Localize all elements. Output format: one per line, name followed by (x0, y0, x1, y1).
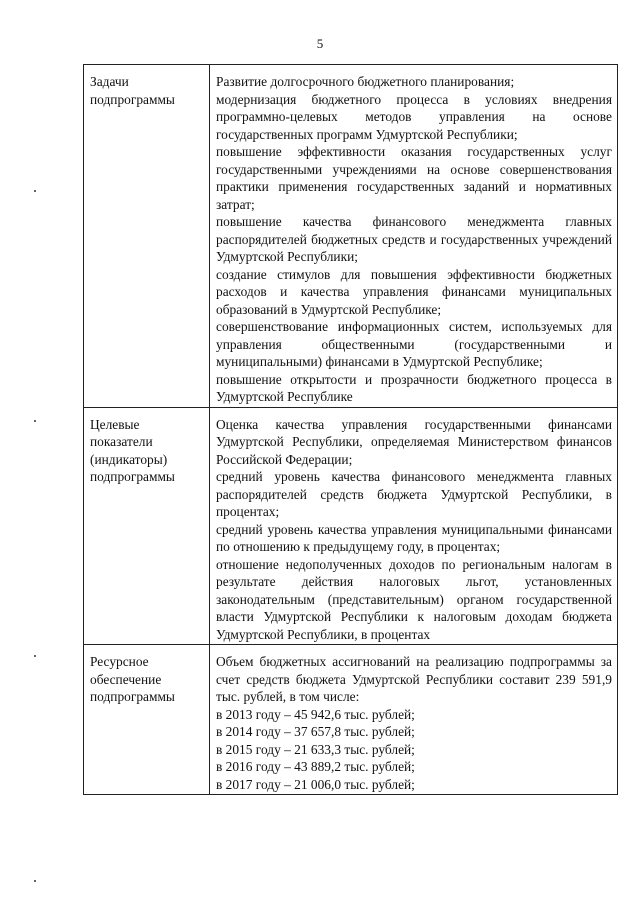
list-item: Объем бюджетных ассигнований на реализацию подпрограммы за счет средств бюджета Удмуртской Республики составит 239 591,9 тыс. рублей, в том числе: (216, 654, 612, 704)
row-label-resources (84, 645, 210, 795)
row-label-text: Ресурсное обеспечение подпрограммы (90, 654, 175, 704)
list-item: в 2016 году – 43 889,2 тыс. рублей; (216, 759, 415, 774)
scan-speck (34, 655, 36, 657)
row-body-resources (210, 645, 618, 795)
list-item: Оценка качества управления государственными финансами Удмуртской Республики, определяемая Министерством финансов Российской Федерации; (216, 416, 612, 467)
row-body-tasks (210, 65, 618, 408)
table-row-indicators (84, 407, 618, 645)
list-item: повышение качества финансового менеджмента главных распорядителей бюджетных средств и государственных учреждений Удмуртской Республики; (216, 214, 612, 264)
list-item: в 2015 году – 21 633,3 тыс. рублей; (216, 741, 415, 757)
list-item: Развитие долгосрочного бюджетного планирования; (216, 74, 515, 89)
list-item: повышение эффективности оказания государственных услуг государственными учреждениями на основе совершенствования практики применения государственных заданий и нормативных затрат; (216, 144, 612, 212)
scan-speck (34, 190, 36, 192)
list-item: отношение недополученных доходов по региональным налогам в результате действия налоговых льгот, установленных законодательным (представительным) органом государственной власти Удмуртской Республики к налоговым доходам бюджета Удмуртской Республики, в процентах (216, 556, 612, 642)
list-item: повышение открытости и прозрачности бюджетного процесса в Удмуртской Республике (216, 371, 612, 404)
list-item: в 2017 году – 21 006,0 тыс. рублей; (216, 776, 415, 792)
scan-speck (34, 420, 36, 422)
table-row-tasks (84, 65, 618, 408)
list-item: модернизация бюджетного процесса в условиях внедрения программно-целевых методов управления на основе государственных программ Удмуртской Республики; (216, 91, 612, 142)
list-item: средний уровень качества управления муниципальными финансами по отношению к предыдущему году, в процентах; (216, 521, 612, 554)
list-item: совершенствование информационных систем, используемых для управления общественными (государственными и муниципальными) финансами в Удмуртской Республике; (216, 319, 612, 369)
row-label-indicators (84, 407, 210, 645)
row-label-text: Целевые показатели (индикаторы) подпрограммы (90, 416, 175, 484)
page-number: 5 (316, 36, 324, 51)
passport-table (83, 64, 618, 795)
list-item: средний уровень качества финансового менеджмента главных распорядителей средств бюджета Удмуртской Республики, в процентах; (216, 469, 612, 519)
row-body-indicators (210, 407, 618, 645)
list-item: в 2014 году – 37 657,8 тыс. рублей; (216, 724, 415, 739)
row-label-text: Задачи подпрограммы (90, 74, 175, 107)
row-label-tasks (84, 65, 210, 408)
table-row-resources (84, 645, 618, 795)
list-item: в 2013 году – 45 942,6 тыс. рублей; (216, 706, 415, 722)
scan-speck (34, 880, 36, 882)
list-item: создание стимулов для повышения эффективности бюджетных расходов и качества управления финансами муниципальных образований в Удмуртской Республике; (216, 266, 612, 317)
